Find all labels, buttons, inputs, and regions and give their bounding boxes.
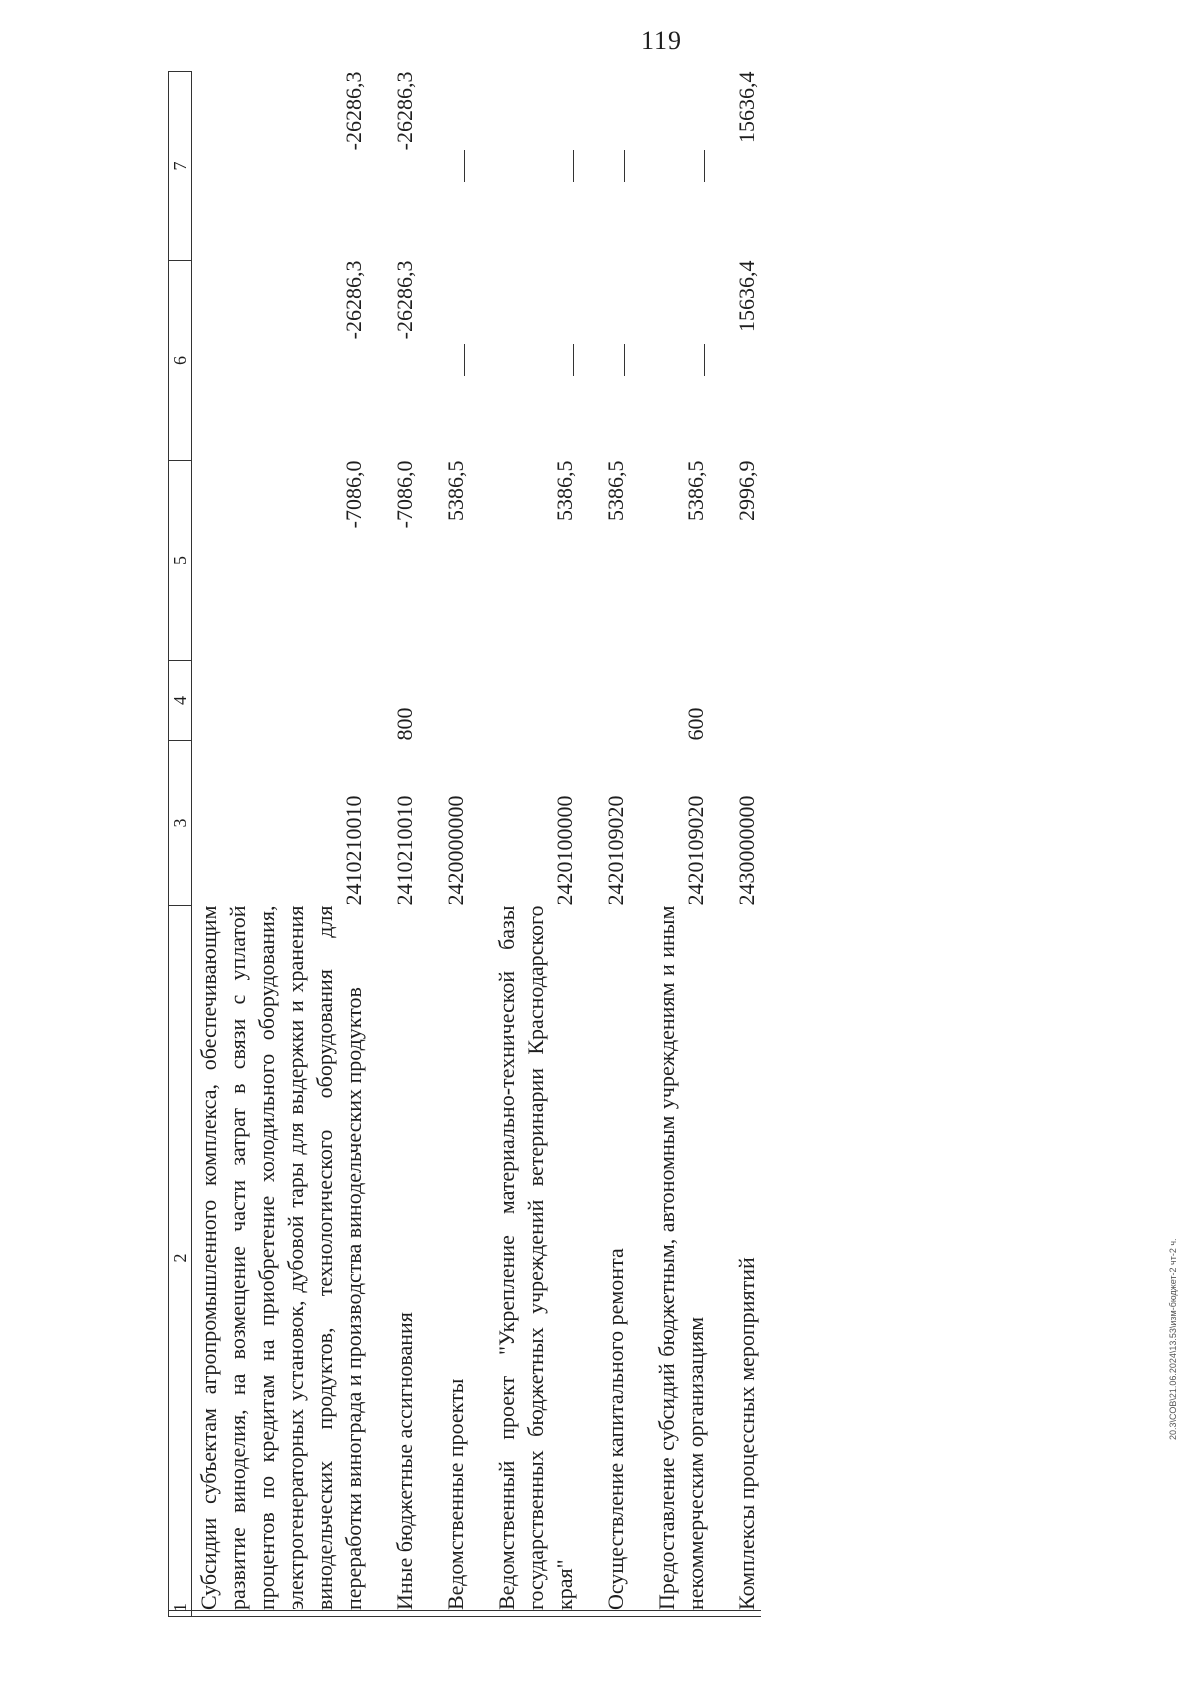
row-code: 2420000000 — [443, 795, 468, 906]
row-col7-dash — [441, 72, 470, 261]
row-kind — [441, 661, 470, 741]
row-col5: -7086,0 — [341, 460, 366, 529]
row-name: Комплексы процессных мероприятий — [732, 906, 761, 1611]
row-col5: 5386,5 — [552, 460, 577, 521]
header-col-7: 7 — [169, 72, 192, 261]
row-col7: -26286,3 — [392, 71, 417, 151]
row-col6-dash — [601, 261, 630, 461]
row-name: Предоставление субсидий бюджетным, автономным учреждениям и иным некоммерческим организациям — [654, 905, 708, 1610]
table-row — [652, 72, 710, 1617]
table-header-row — [169, 72, 192, 1617]
row-kind: 800 — [392, 707, 417, 741]
row-col5: 2996,9 — [734, 460, 759, 521]
row-kind: 600 — [683, 707, 708, 741]
row-code: 2420109020 — [603, 795, 628, 906]
rotated-table-container — [168, 72, 968, 1617]
row-col7-dash — [492, 72, 579, 261]
row-col5: -7086,0 — [392, 460, 417, 529]
dash-mark — [464, 150, 465, 182]
row-col7-dash — [601, 72, 630, 261]
row-name: Иные бюджетные ассигнования — [390, 906, 419, 1611]
page-number: 119 — [641, 26, 683, 55]
dash-mark — [704, 345, 705, 377]
table-row — [492, 72, 579, 1617]
row-code: 2410210010 — [392, 795, 417, 906]
dash-mark — [464, 345, 465, 377]
row-name: Осуществление капитального ремонта — [601, 906, 630, 1611]
row-col6-dash — [441, 261, 470, 461]
row-name: Ведомственные проекты — [441, 906, 470, 1611]
row-name: Ведомственный проект "Укрепление материально-технической базы государственных бюджетных учреждений ветеринарии Краснодарского края" — [494, 905, 577, 1610]
dash-mark — [573, 345, 574, 377]
row-code: 2420109020 — [683, 795, 708, 906]
row-col5: 5386,5 — [443, 460, 468, 521]
row-code: 2420100000 — [552, 795, 577, 906]
header-col-6: 6 — [169, 261, 192, 461]
table-row — [441, 72, 470, 1617]
row-code: 2430000000 — [734, 795, 759, 906]
dash-mark — [624, 150, 625, 182]
row-col6-dash — [492, 261, 579, 461]
table-row — [390, 72, 419, 1617]
row-code: 2410210010 — [341, 795, 366, 906]
table-row — [732, 72, 761, 1617]
row-col6-dash — [652, 261, 710, 461]
row-kind — [601, 661, 630, 741]
row-col5: 5386,5 — [603, 460, 628, 521]
header-col-5: 5 — [169, 461, 192, 661]
row-kind — [492, 661, 579, 741]
footer-note: 20.3\СОВ\21.06.2024\13.53\изм-бюджет-2 чт-2 ч. — [1168, 1238, 1178, 1440]
row-col6: -26286,3 — [392, 260, 417, 340]
header-col-2: 2 — [169, 906, 192, 1611]
budget-table — [168, 71, 761, 1617]
row-col6: 15636,4 — [734, 260, 759, 332]
header-col-1: 1 — [169, 1611, 192, 1617]
row-kind — [732, 661, 761, 741]
dash-mark — [573, 150, 574, 182]
table-row — [601, 72, 630, 1617]
dash-mark — [624, 345, 625, 377]
row-name: Субсидии субъектам агропромышленного комплекса, обеспечивающим развитие виноделия, на возмещение части затрат в связи с уплатой процентов по кредитам на приобретение холодильного оборудования, электрогенераторных установок, дубовой тары для выдержки и хранения винодельческих продуктов, технологического оборудования для переработки винограда и производства винодельческих продуктов — [192, 906, 369, 1611]
header-col-3: 3 — [169, 741, 192, 906]
row-kind — [192, 661, 369, 741]
row-col5: 5386,5 — [683, 460, 708, 521]
dash-mark — [704, 150, 705, 182]
header-col-4: 4 — [169, 661, 192, 741]
row-col7-dash — [652, 72, 710, 261]
row-col7: 15636,4 — [734, 71, 759, 143]
row-col7: -26286,3 — [341, 71, 366, 151]
row-col6: -26286,3 — [341, 260, 366, 340]
table-row — [192, 72, 369, 1617]
